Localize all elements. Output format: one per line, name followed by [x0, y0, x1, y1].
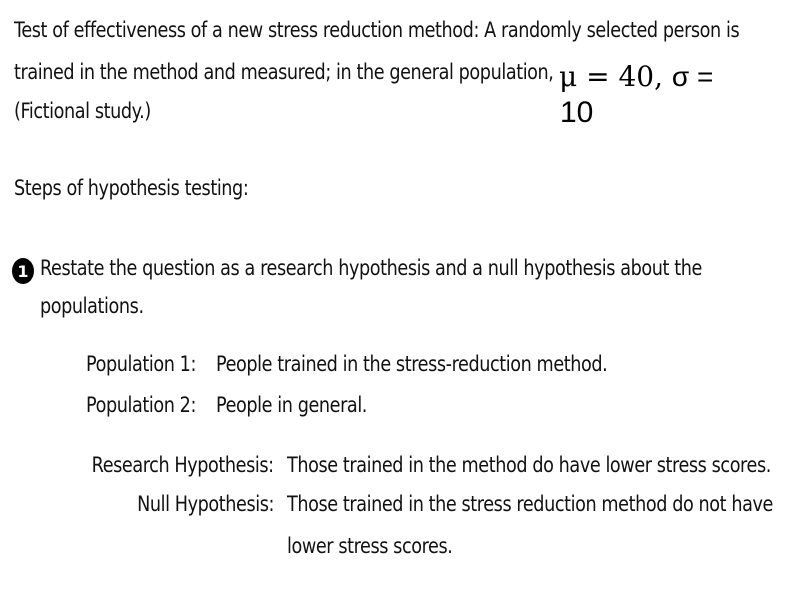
intro-line-1: Test of effectiveness of a new stress reduction method: A randomly selected person is — [14, 18, 740, 42]
population-parameters — [559, 60, 713, 93]
null-hypothesis-label: Null Hypothesis: — [137, 492, 274, 516]
steps-heading: Steps of hypothesis testing: — [14, 176, 249, 200]
step-1-text-line-2: populations. — [40, 294, 144, 318]
population-2-label: Population 2: — [86, 393, 197, 417]
population-1-label: Population 1: — [86, 352, 197, 376]
population-1-text: People trained in the stress-reduction method. — [216, 352, 608, 376]
mu-value: μ = 40, — [559, 60, 672, 93]
step-1-badge: 1 — [12, 258, 34, 284]
intro-line-2: trained in the method and measured; in the general population, — [14, 60, 554, 84]
population-2-text: People in general. — [216, 393, 368, 417]
research-hypothesis-text: Those trained in the method do have lower stress scores. — [287, 453, 771, 477]
null-hypothesis-text-line-1: Those trained in the stress reduction method do not have — [287, 492, 773, 516]
step-1-text-line-1: Restate the question as a research hypothesis and a null hypothesis about the — [40, 256, 702, 280]
sigma-label: σ = — [671, 61, 714, 92]
null-hypothesis-text-line-2: lower stress scores. — [287, 534, 453, 558]
research-hypothesis-label: Research Hypothesis: — [92, 453, 274, 477]
intro-line-3: (Fictional study.) — [14, 99, 151, 123]
sigma-value: 10 — [560, 96, 594, 129]
